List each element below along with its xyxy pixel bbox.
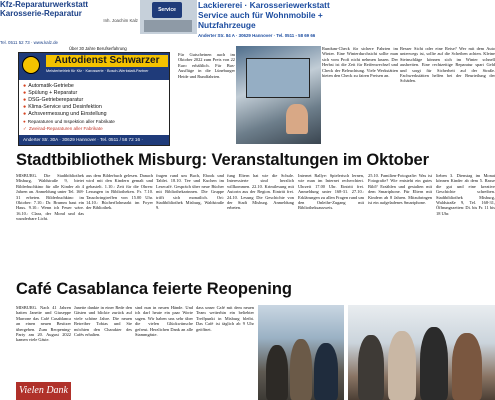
article-column-3: fragen rund um Buch, Ebook und Tablet. 18.10. Tee und Kuchen im Lesecafé. Gespräch über neue Bücher mit Bibliothekarinnen. Die Gruppe trifft sich monatlich. Ort: Stadtbibliothek Misburg, Waldstraße 9.	[156, 173, 224, 211]
list-item: ● Spülung + Reparatur	[23, 90, 78, 96]
vielen-dank-banner: Vielen Dank	[16, 382, 71, 400]
car-silhouette-icon	[144, 20, 192, 32]
schwarzer-logo-icon	[22, 56, 40, 74]
ad-right-address: Anderter Str. 84 A · 30629 Hannover · Tel. 0511 - 58 69 66	[198, 33, 316, 38]
bullet-icon: ●	[23, 111, 27, 117]
article-column-right-1: Rundum-Check für sichere Fahrten im Winter. Eine Winterdurchsicht sollte man sich vom Profi nicht nehmen lassen. Der Herbst ist die Zeit für Reifenwechsel und Check der Beleuchtung. Viele Werkstätten bieten den Check zu fairen Preisen an.	[322, 46, 398, 79]
ad-line-1: Kfz-Reparaturwerkstatt	[0, 0, 89, 9]
article-column-4: fung Eltern hat wie die Schule. Interessierte sind herzlich willkommen. 22.10. Krimilesung mit Autorin aus der Region. Eintritt frei. 24.10. Lesung Die Geschichte von der Stadt Misburg. Anmeldung erbeten.	[227, 173, 294, 211]
list-item: ✓ Zweirad-Reparaturen aller Fabrikate	[23, 126, 103, 131]
person-image	[266, 345, 288, 400]
ad-tagline: Über 30 Jahre Berufserfahrung	[69, 46, 127, 51]
bullet-icon: ●	[23, 104, 27, 110]
hand-image	[286, 104, 308, 134]
article-photo-car	[236, 46, 321, 144]
list-item: ● Achsvermessung und Einstellung	[23, 111, 107, 117]
ad-right-line-2: Service auch für Wohnmobile + Nutzfahrzeuge	[198, 10, 323, 30]
windshield-image	[246, 58, 310, 98]
article-column-1: MISBURG. Die Stadtbibliothek Misburg, Waldstraße 9, bietet Bilderbuchkino für alle Kinder ab 4 Jahren an. Anmeldung unter Tel. 168-31 erbeten. Bilderbuchkino im Oktober: 7.10.: Dr. Brumm baut ein Haus. 9.10.: Wenn ich Feuer wäre. 16.10.: Clara, der Mond und das wunderbare Licht.	[16, 173, 84, 222]
cafe-column-3: sind nun in neuen Hände. Und ich darf heute ein paar Worte sagen. Wir haben uns sehr über die vielen Glückwünsche gefreut. Herzlichen Dank an alle Stammgäste.	[135, 305, 193, 338]
ad-lackiererei	[198, 0, 374, 38]
cafe-column-2: Janette dankte in einer Rede den Gästen und blickte zurück auf viele schöne Jahre. Die neuen Betreiber Tobias und Sie möchten den Charakter des Cafés erhalten.	[74, 305, 132, 338]
cafe-photo-owners	[348, 305, 495, 400]
bullet-icon: ●	[23, 97, 27, 103]
ad-service-image	[140, 0, 197, 34]
bullet-icon: ✓	[23, 126, 27, 131]
person-image	[290, 339, 312, 400]
ad-footer: Anderter Str. 30A · 30629 Hannover · Tel. 0511 / 58 72 16 · www.schwarzer-go1a.de	[19, 135, 169, 145]
person-image	[420, 327, 448, 400]
ad-subtitle: Meisterbetrieb für Kfz · Karosserie · Bosch-Werkstatt-Partner	[46, 69, 149, 73]
list-item: ● DSG-Getriebereparatur	[23, 97, 84, 103]
article-column-7: lieben 3. Dienstag im Monat können Kinder ab dem 5. Rasse die gut und eine kreative Geschichte schreiben. Stadtbibliothek Misburg, Waldstraße 9, Tel. 168-31, Öffnungszeiten: Di. bis Fr. 11 bis 18 Uhr.	[436, 173, 495, 216]
person-image	[452, 333, 482, 400]
person-image	[314, 343, 338, 400]
article-column-2: aus dem Bilderbuch gelesen. Danach wird mit den Kindern gemalt und gebastelt. 1.10.: Zeit für die Ohren: Lesungen in Bibliotheken. Fr. 7.10. Tauschringtreffen von 15.00 Uhr. 14.10.: Bücherflohmarkt im Foyer der Bibliothek.	[86, 173, 153, 211]
ad-right-line-1: Lackiererei · Karosseriewerkstatt	[198, 0, 330, 10]
service-list	[23, 83, 115, 132]
ad-contact: Tel. 0511 52 73 · www.kalz.de	[0, 40, 59, 45]
headline-stadtbibliothek: Stadtbibliothek Misburg: Veranstaltungen im Oktober	[16, 151, 429, 169]
bullet-icon: ●	[23, 90, 27, 96]
person-image	[358, 335, 384, 400]
list-item: ● Klima-Service und Desinfektion	[23, 104, 102, 110]
gutschein-text: Für Gutscheinen auch im Oktober 2022 zum Preis von 22 Euro erhältlich. Für Bus-Ausflüge in die Lüneburger Heide und Rundfahrten.	[178, 52, 235, 79]
bullet-icon: ●	[23, 83, 27, 89]
ad-autodienst-schwarzer	[18, 46, 170, 152]
bullet-icon: ●	[23, 119, 26, 124]
ad-kfz-werkstatt	[0, 0, 138, 40]
list-item: ● Automatik-Getriebe	[23, 83, 74, 89]
article-column-5: Internet Rallye: Spielerisch lernen, wie man im Internet recherchiert. Uhrzeit 17.00 Uhr. Eintritt frei. Anmeldung unter 168-31. 27.10.: Erklärungen zu allen Fragen rund um den Onleihe-Zugang mit Bibliotheksausweis.	[298, 173, 364, 211]
headline-cafe-casablanca: Café Casablanca feierte Reopening	[16, 280, 293, 298]
cafe-column-1: MISBURG. Nach 41 Jahren hatten Janette und Giuseppe Marrone das Café Casablanca an einen neuen Besitzer übergeben. Zum Reopening-Party am 20. August 2022 kamen viele Gäste.	[16, 305, 71, 343]
article-column-right-2: Besser Sicht oder eine Reise? Wer mit dem Auto unterwegs ist, sollte auf die Scheiben achten. Kleine Steinschläge können sich im Winter schnell ausbreiten. Eine rechtzeitige Reparatur spart Geld und sorgt für Sicherheit auf der Straße. Fachwerkstätten helfen bei der Beurteilung der Schäden.	[400, 46, 495, 84]
ad-title: Autodienst Schwarzer	[46, 55, 168, 67]
article-column-6: 25.10. Familien-Fotografie: Was ist Fotografie? Wie entsteht ein gutes Bild? Erzählen und gestalten mit dem Smartphone. Für Eltern mit Kindern ab 8 Jahren. Mitzubringen ist ein aufgeladenes Smartphone.	[368, 173, 432, 206]
ad-line-2: Karosserie-Reparatur	[0, 9, 82, 18]
person-image	[388, 331, 416, 400]
service-badge: Service	[152, 2, 182, 18]
cafe-photo-group	[258, 305, 344, 400]
ad-owner: Inh. Joachim Kalz	[103, 18, 138, 23]
cafe-column-4: dass unser Café mit dem neuen Team weiterhin ein beliebter Treffpunkt in Misburg bleibt. Das Café ist täglich ab 9 Uhr geöffnet.	[196, 305, 254, 332]
list-item: ● Reparaturen und Inspektion aller Fabrikate	[23, 119, 115, 124]
